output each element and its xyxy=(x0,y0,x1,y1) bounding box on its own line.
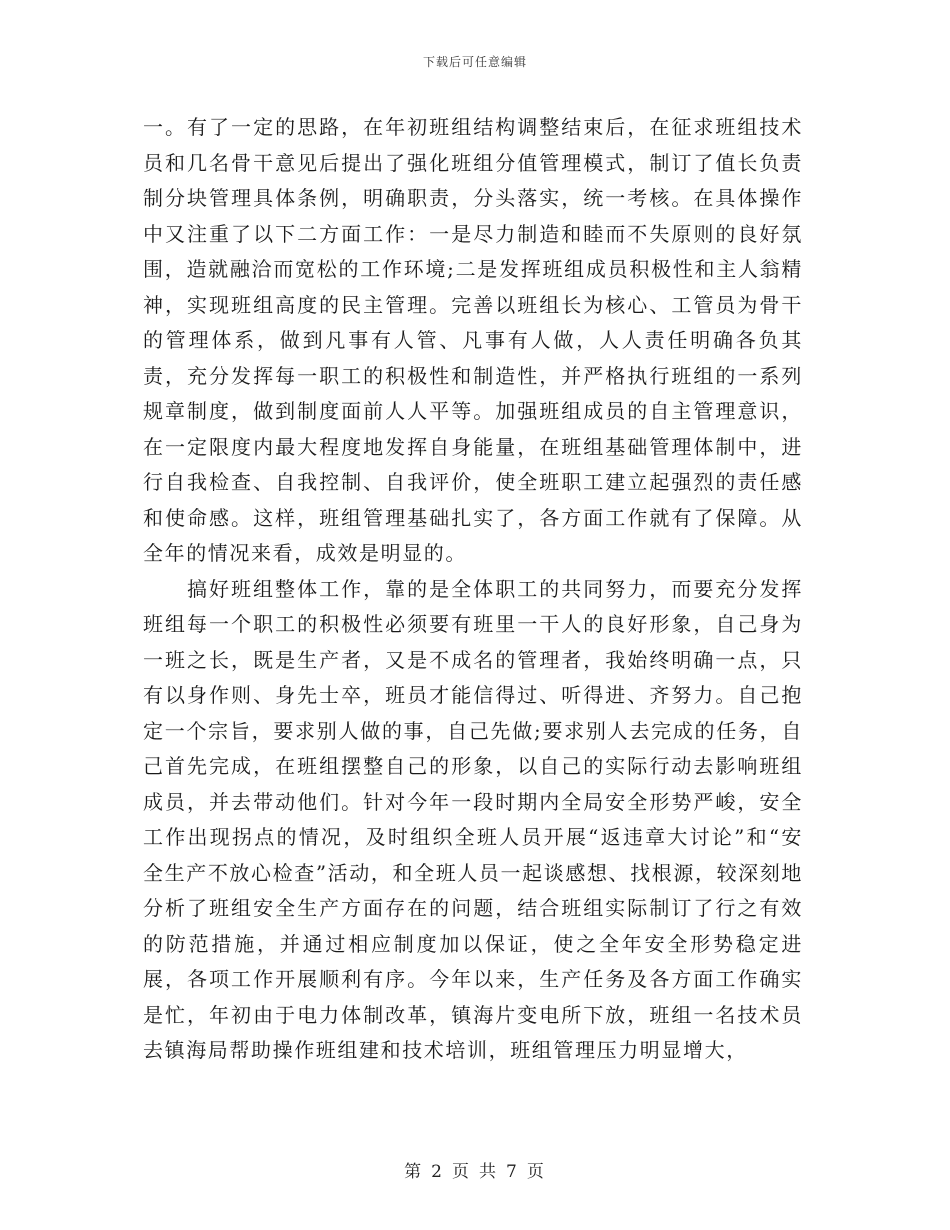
footer-page-word: 页 xyxy=(452,1162,471,1182)
paragraph-1: 一。有了一定的思路，在年初班组结构调整结束后，在征求班组技术员和几名骨干意见后提出了强化班组分值管理模式，制订了值长负责制分块管理具体条例，明确职责，分头落实，统一考核。在具体操作中又注重了以下二方面工作：一是尽力制造和睦而不失原则的良好氛围，造就融洽而宽松的工作环境;二是发挥班组成员积极性和主人翁精神，实现班组高度的民主管理。完善以班组长为核心、工管员为骨干的管理体系，做到凡事有人管、凡事有人做，人人责任明确各负其责，充分发挥每一职工的积极性和制造性，并严格执行班组的一系列规章制度，做到制度面前人人平等。加强班组成员的自主管理意识，在一定限度内最大程度地发挥自身能量，在班组基础管理体制中，进行自我检查、自我控制、自我评价，使全班职工建立起强烈的责任感和使命感。这样，班组管理基础扎实了，各方面工作就有了保障。从全年的情况来看，成效是明显的。 xyxy=(143,115,803,565)
current-page-number: 2 xyxy=(431,1162,444,1182)
page-header-note: 下载后可任意编辑 xyxy=(422,55,527,69)
page-number-footer xyxy=(0,1157,950,1182)
footer-suffix: 页 xyxy=(526,1162,546,1182)
document-body xyxy=(143,110,803,1069)
total-pages-number: 7 xyxy=(506,1162,519,1182)
paragraph-2: 搞好班组整体工作，靠的是全体职工的共同努力，而要充分发挥班组每一个职工的积极性必须要有班里一干人的良好形象，自己身为一班之长，既是生产者，又是不成名的管理者，我始终明确一点，只有以身作则、身先士卒，班员才能信得过、听得进、齐努力。自己抱定一个宗旨，要求别人做的事，自己先做;要求别人去完成的任务，自己首先完成，在班组摆整自己的形象，以自己的实际行动去影响班组成员，并去带动他们。针对今年一段时期内全局安全形势严峻，安全工作出现拐点的情况，及时组织全班人员开展“返违章大讨论”和“安全生产不放心检查”活动，和全班人员一起谈感想、找根源，较深刻地分析了班组安全生产方面存在的问题，结合班组实际制订了行之有效的防范措施，并通过相应制度加以保证，使之全年安全形势稳定进展，各项工作开展顺利有序。今年以来，生产任务及各方面工作确实是忙，年初由于电力体制改革，镇海片变电所下放，班组一名技术员去镇海局帮助操作班组建和技术培训，班组管理压力明显增大， xyxy=(143,576,803,1062)
footer-prefix: 第 xyxy=(404,1162,424,1182)
footer-total-word: 共 xyxy=(479,1162,498,1182)
